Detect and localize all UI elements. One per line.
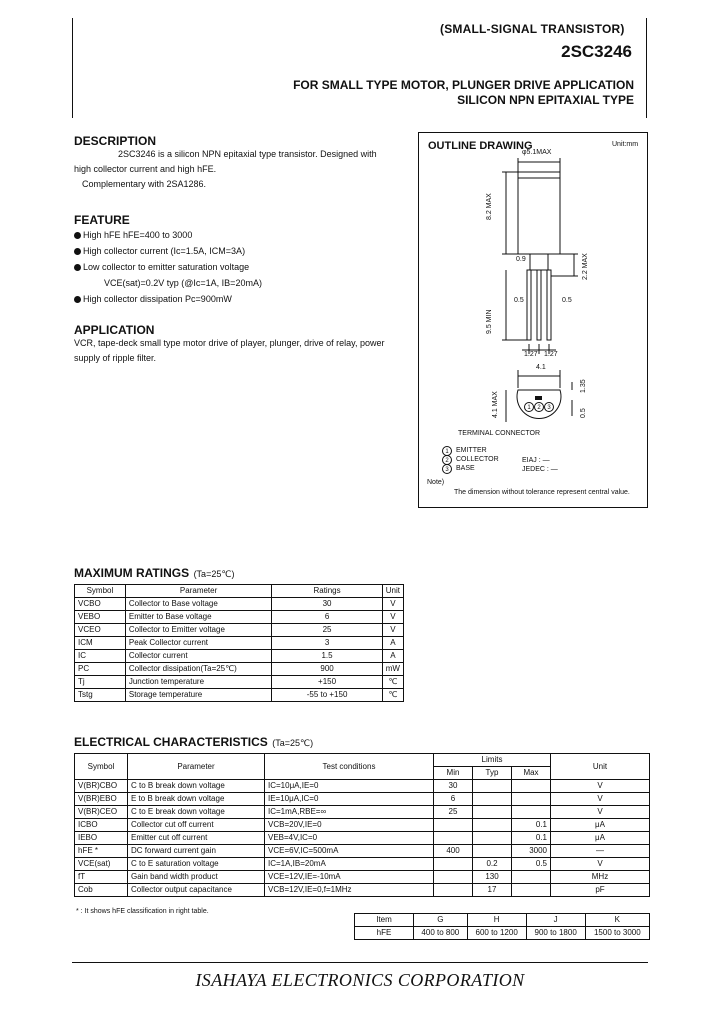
dim-1-35: 1.35 xyxy=(580,379,587,393)
dim-0-5-left: 0.5 xyxy=(514,297,524,304)
table-row: PC Collector dissipation(Ta=25℃) 900 mW xyxy=(75,663,404,676)
part-number: 2SC3246 xyxy=(561,42,632,61)
package-outline-drawing xyxy=(418,132,646,506)
max-ratings-heading xyxy=(74,564,234,582)
table-row: VCEO Collector to Emitter voltage 25 V xyxy=(75,624,404,637)
terminal-collector-label: COLLECTOR xyxy=(456,456,499,463)
dim-pitch-a: 1.27 xyxy=(524,351,538,358)
dim-pitch-b: 1.27 xyxy=(544,351,558,358)
bullet-icon xyxy=(74,232,81,239)
description-line-1: 2SC3246 is a silicon NPN epitaxial type transistor. Designed with xyxy=(118,149,377,159)
feature-item: High collector current (Ic=1.5A, ICM=3A) xyxy=(74,243,414,259)
table-row: IC Collector current 1.5 A xyxy=(75,650,404,663)
description-body xyxy=(74,147,414,192)
outline-note-text: The dimension without tolerance represent central value. xyxy=(454,489,630,496)
terminal-emitter-label: EMITTER xyxy=(456,447,487,454)
bullet-icon xyxy=(74,264,81,271)
table-row: ICBO Collector cut off current VCB=20V,IE=0 0.1 μA xyxy=(75,819,650,832)
table-row: VCE(sat) C to E saturation voltage IC=1A,IB=20mA 0.2 0.5 V xyxy=(75,858,650,871)
table-row: fT Gain band width product VCE=12V,IE=-10mA 130 MHz xyxy=(75,871,650,884)
outline-unit: Unit:mm xyxy=(612,141,639,148)
outline-note-title: Note) xyxy=(427,479,445,486)
table-row: VEBO Emitter to Base voltage 6 V xyxy=(75,611,404,624)
table-row: Tj Junction temperature +150 ℃ xyxy=(75,676,404,689)
application-title: APPLICATION xyxy=(74,323,155,337)
terminal-base-label: BASE xyxy=(456,465,475,472)
dim-top-width: φ5.1MAX xyxy=(522,149,552,156)
jedec-label: JEDEC : — xyxy=(522,466,558,473)
application-heading xyxy=(293,78,634,108)
dim-0-5-right: 0.5 xyxy=(562,297,572,304)
outline-title: OUTLINE DRAWING xyxy=(428,140,533,152)
table-header-row: Item G H J K xyxy=(355,914,650,927)
svg-text:3: 3 xyxy=(445,467,449,473)
feature-item: High hFE hFE=400 to 3000 xyxy=(74,227,414,243)
bullet-icon xyxy=(74,296,81,303)
hfe-class-table xyxy=(354,913,650,940)
dim-4-1-top: 4.1 xyxy=(536,364,546,371)
application-text-line-2: supply of ripple filter. xyxy=(74,353,157,363)
table-row: IEBO Emitter cut off current VEB=4V,IC=0 0.1 μA xyxy=(75,832,650,845)
table-row: VCBO Collector to Base voltage 30 V xyxy=(75,598,404,611)
dim-4-1-side: 4.1 MAX xyxy=(492,391,499,418)
feature-item: VCE(sat)=0.2V typ (@Ic=1A, IB=20mA) xyxy=(104,278,262,288)
max-ratings-cond: (Ta=25℃) xyxy=(193,569,235,579)
application-body xyxy=(74,336,414,366)
footer-divider xyxy=(72,962,648,963)
category-label: (SMALL-SIGNAL TRANSISTOR) xyxy=(440,22,625,36)
dim-0-9: 0.9 xyxy=(516,256,526,263)
max-ratings-table xyxy=(74,584,404,702)
dim-2-2-max: 2.2 MAX xyxy=(582,253,589,280)
description-line-3: Complementary with 2SA1286. xyxy=(82,179,207,189)
table-row: Tstg Storage temperature -55 to +150 ℃ xyxy=(75,689,404,702)
description-line-2: high collector current and high hFE. xyxy=(74,164,217,174)
max-ratings-title: MAXIMUM RATINGS xyxy=(74,566,190,580)
svg-text:1: 1 xyxy=(445,449,449,455)
elec-char-footnote: * : It shows hFE classification in right table. xyxy=(76,908,209,915)
elec-char-heading xyxy=(74,733,313,751)
table-header-row: Symbol Parameter Ratings Unit xyxy=(75,585,404,598)
lead-base xyxy=(547,270,551,340)
dim-lead-length: 9.5 MIN xyxy=(486,309,493,334)
table-row: ICM Peak Collector current 3 A xyxy=(75,637,404,650)
table-header-row: Symbol Parameter Test conditions Limits Unit xyxy=(75,754,650,767)
elec-char-cond: (Ta=25℃) xyxy=(272,738,314,748)
company-name: ISAHAYA ELECTRONICS CORPORATION xyxy=(195,970,525,990)
package-body xyxy=(518,172,560,254)
application-line-2: SILICON NPN EPITAXIAL TYPE xyxy=(457,93,634,107)
feature-list xyxy=(74,227,414,307)
application-line-1: FOR SMALL TYPE MOTOR, PLUNGER DRIVE APPLICATION xyxy=(293,78,634,92)
table-header-row: Min Typ Max xyxy=(75,767,650,780)
eiaj-label: EIAJ : — xyxy=(522,457,550,464)
lead-collector xyxy=(537,270,541,340)
svg-text:1: 1 xyxy=(527,405,531,411)
margin-line-left xyxy=(72,18,73,118)
application-text-line-1: VCR, tape-deck small type motor drive of player, plunger, drive of relay, power xyxy=(74,338,385,348)
elec-char-table xyxy=(74,753,650,897)
dim-0-5-bottom: 0.5 xyxy=(580,408,587,418)
margin-line-right xyxy=(646,18,647,118)
table-row: Cob Collector output capacitance VCB=12V,IE=0,f=1MHz 17 pF xyxy=(75,884,650,897)
description-title: DESCRIPTION xyxy=(74,134,157,148)
table-row: V(BR)CEO C to E break down voltage IC=1mA,RBE=∞ 25 V xyxy=(75,806,650,819)
feature-title: FEATURE xyxy=(74,213,130,227)
terminal-connector-title: TERMINAL CONNECTOR xyxy=(458,430,541,437)
bullet-icon xyxy=(74,248,81,255)
table-row: hFE 400 to 800 600 to 1200 900 to 1800 1500 to 3000 xyxy=(355,927,650,940)
table-row: V(BR)CBO C to B break down voltage IC=10μA,IE=0 30 V xyxy=(75,780,650,793)
elec-char-title: ELECTRICAL CHARACTERISTICS xyxy=(74,735,268,749)
svg-text:2: 2 xyxy=(537,405,541,411)
table-row: hFE * DC forward current gain VCE=6V,IC=500mA 400 3000 — xyxy=(75,845,650,858)
dim-body-height: 8.2 MAX xyxy=(486,193,493,220)
svg-text:2: 2 xyxy=(445,458,449,464)
svg-text:3: 3 xyxy=(547,405,551,411)
feature-item: Low collector to emitter saturation voltage xyxy=(74,259,414,275)
lead-emitter xyxy=(527,270,531,340)
feature-item: High collector dissipation Pc=900mW xyxy=(74,291,414,307)
table-row: V(BR)EBO E to B break down voltage IE=10μA,IC=0 6 V xyxy=(75,793,650,806)
